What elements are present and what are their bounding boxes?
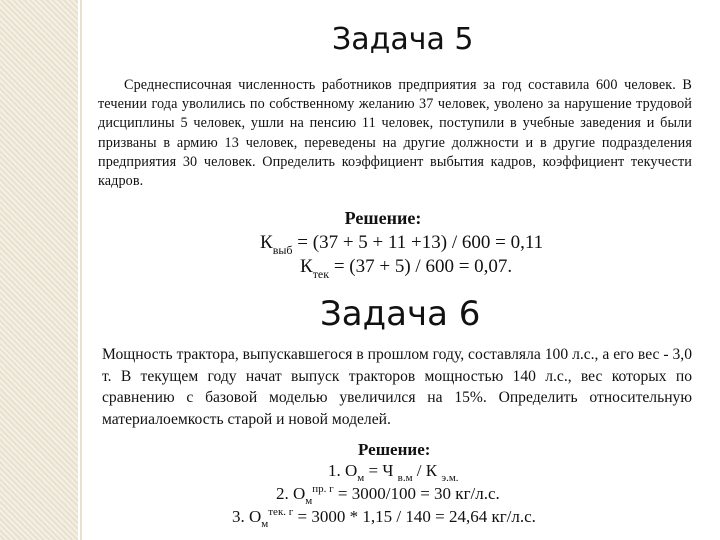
task6-text: Мощность трактора, выпускавшегося в прошлом году, составляла 100 л.с., а его вес - 3,0 т. В текущем году начат выпуск тракторов мощностью 140 л.с., вес которых по сравнению с базовой моделью увеличился на 15%. Определить относительную материалоемкость старой и новой моделей. <box>102 346 692 428</box>
step1-prefix: 1. О <box>328 461 358 480</box>
step2-sub: м <box>305 495 313 507</box>
step2-prefix: 2. О <box>276 484 306 503</box>
step3-sup: тек. г <box>268 506 294 518</box>
formula-turnover-flow <box>300 256 513 281</box>
formula1-expression: = (37 + 5 + 11 +13) / 600 = 0,11 <box>292 232 544 253</box>
task6-title: Задача 6 <box>320 294 481 334</box>
formula1-subscript: выб <box>272 243 293 257</box>
step1-sub1: м <box>357 472 365 484</box>
formula2-subscript: тек <box>312 267 330 281</box>
step1-sub3: э.м. <box>441 472 459 484</box>
solution-step-1 <box>328 461 459 484</box>
formula2-symbol: К <box>300 256 313 277</box>
decorative-sidebar <box>0 0 78 540</box>
step3-sub: м <box>261 518 269 530</box>
formula1-symbol: К <box>260 232 273 253</box>
task5-title: Задача 5 <box>332 22 474 57</box>
step1-mid: = Ч <box>364 461 398 480</box>
solution-step-2 <box>276 483 500 507</box>
sidebar-divider <box>80 0 82 540</box>
task6-solution-label: Решение: <box>358 440 431 459</box>
step2-sup: пр. г <box>312 483 334 495</box>
step1-sub2: в.м <box>397 472 413 484</box>
task5-solution-label: Решение: <box>344 208 422 228</box>
step1-mid2: / К <box>412 461 442 480</box>
step2-expression: = 3000/100 = 30 кг/л.с. <box>333 484 500 503</box>
step3-prefix: 3. О <box>232 507 262 526</box>
step3-expression: = 3000 * 1,15 / 140 = 24,64 кг/л.с. <box>293 507 536 526</box>
formula-turnover-exit <box>260 232 544 257</box>
formula2-expression: = (37 + 5) / 600 = 0,07. <box>329 256 513 277</box>
solution-step-3 <box>232 506 536 530</box>
task5-text: Среднесписочная численность работников предприятия за год составила 600 человек. В течении года уволились по собственному желанию 37 человек, уволено за нарушение трудовой дисциплины 5 человек, ушли на пенсию 11 человек, поступили в учебные заведения и были призваны в армию 13 человек, переведены на другие должности и в другие подразделения предприятия 30 человек. Определить коэффициент выбытия кадров, коэффициент текучести кадров. <box>98 77 692 190</box>
